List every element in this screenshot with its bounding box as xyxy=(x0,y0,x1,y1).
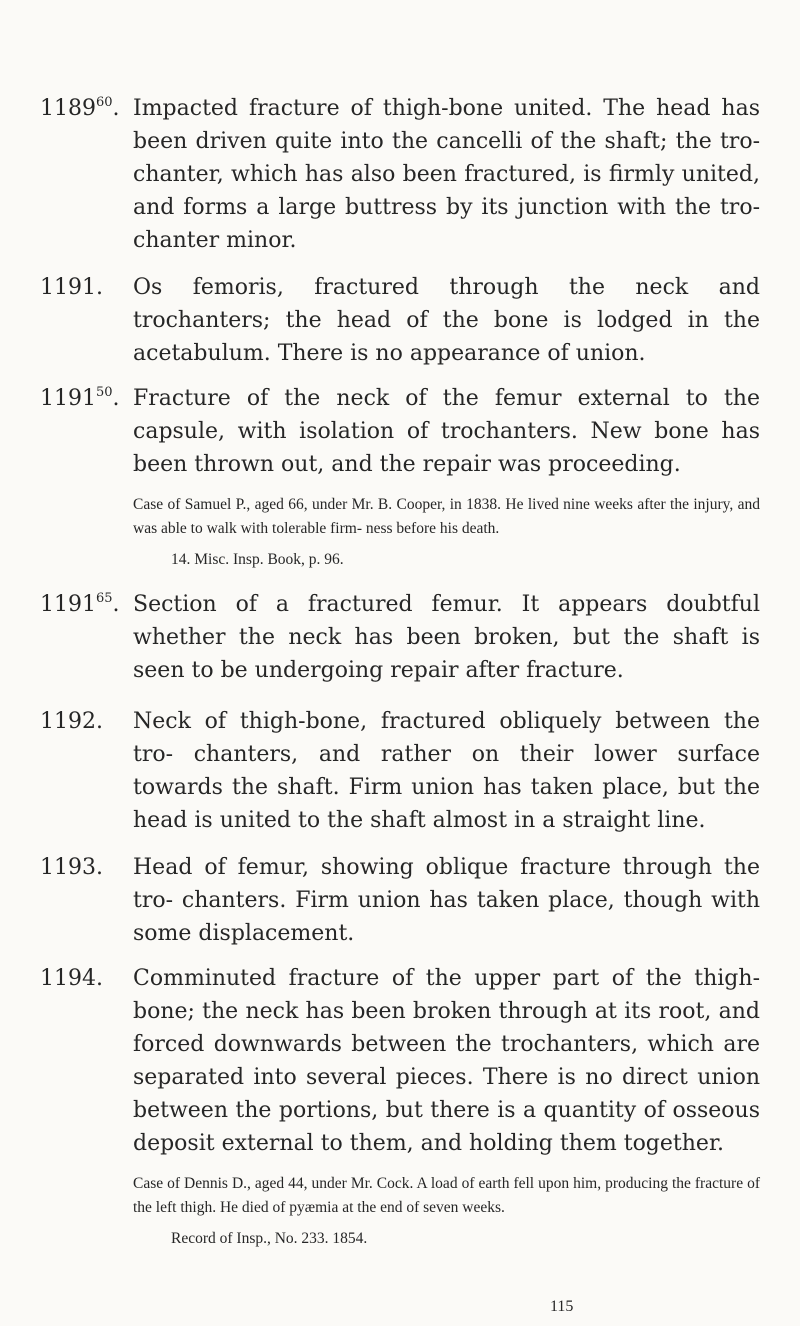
catalogue-entry-1191-50 xyxy=(40,382,760,571)
entry-description: Comminuted fracture of the upper part of the thigh-bone; the neck has been broken through at its root, and forced downwards between the trochanters, which are separated into several pieces. There is no direct union between the portions, but there is a quantity of osseous deposit external to them, and holding them together. xyxy=(133,966,760,1156)
case-note: Case of Samuel P., aged 66, under Mr. B. Cooper, in 1838. He lived nine weeks after the injury, and was able to walk with tolerable firm- ness before his death. xyxy=(133,496,760,537)
entry-number: 1193. xyxy=(40,855,103,880)
case-reference: Record of Insp., No. 233. 1854. xyxy=(171,1230,368,1247)
catalogue-entry-1191-65 xyxy=(40,588,760,687)
entry-number: 1192. xyxy=(40,709,103,734)
entry-description: Head of femur, showing oblique fracture through the tro- chanters. Firm union has taken place, though with some displacement. xyxy=(133,855,760,946)
case-reference: 14. Misc. Insp. Book, p. 96. xyxy=(171,551,344,568)
entry-number: 1191$^{65}$. xyxy=(40,591,120,617)
catalogue-entry-1189-60 xyxy=(40,92,760,257)
entry-number: 1191. xyxy=(40,275,103,300)
catalogue-entry-1191 xyxy=(40,271,760,370)
entry-description: Section of a fractured femur. It appears doubtful whether the neck has been broken, but the shaft is seen to be undergoing repair after fracture. xyxy=(133,592,760,683)
catalogue-entry-1194 xyxy=(40,962,760,1250)
entry-number: 1191$^{50}$. xyxy=(40,385,120,411)
catalogue-entry-1192 xyxy=(40,705,760,837)
entry-description: Os femoris, fractured through the neck and trochanters; the head of the bone is lodged in the acetabulum. There is no appearance of union. xyxy=(133,275,760,366)
entry-number: 1189$^{60}$. xyxy=(40,95,120,121)
catalogue-entry-1193 xyxy=(40,851,760,950)
case-note: Case of Dennis D., aged 44, under Mr. Cock. A load of earth fell upon him, producing the fracture of the left thigh. He died of pyæmia at the end of seven weeks. xyxy=(133,1175,760,1216)
entry-number: 1194. xyxy=(40,966,103,991)
page-number: 115 xyxy=(550,1298,574,1315)
entry-description: Impacted fracture of thigh-bone united. The head has been driven quite into the cancelli of the shaft; the tro- chanter, which has also been fractured, is firmly united, and forms a large buttress by its junction with the tro- chanter minor. xyxy=(133,96,760,253)
entry-description: Neck of thigh-bone, fractured obliquely between the tro- chanters, and rather on their lower surface towards the shaft. Firm union has taken place, but the head is united to the shaft almost in a straight line. xyxy=(133,709,760,833)
entry-description: Fracture of the neck of the femur external to the capsule, with isolation of trochanters. New bone has been thrown out, and the repair was proceeding. xyxy=(133,386,760,477)
